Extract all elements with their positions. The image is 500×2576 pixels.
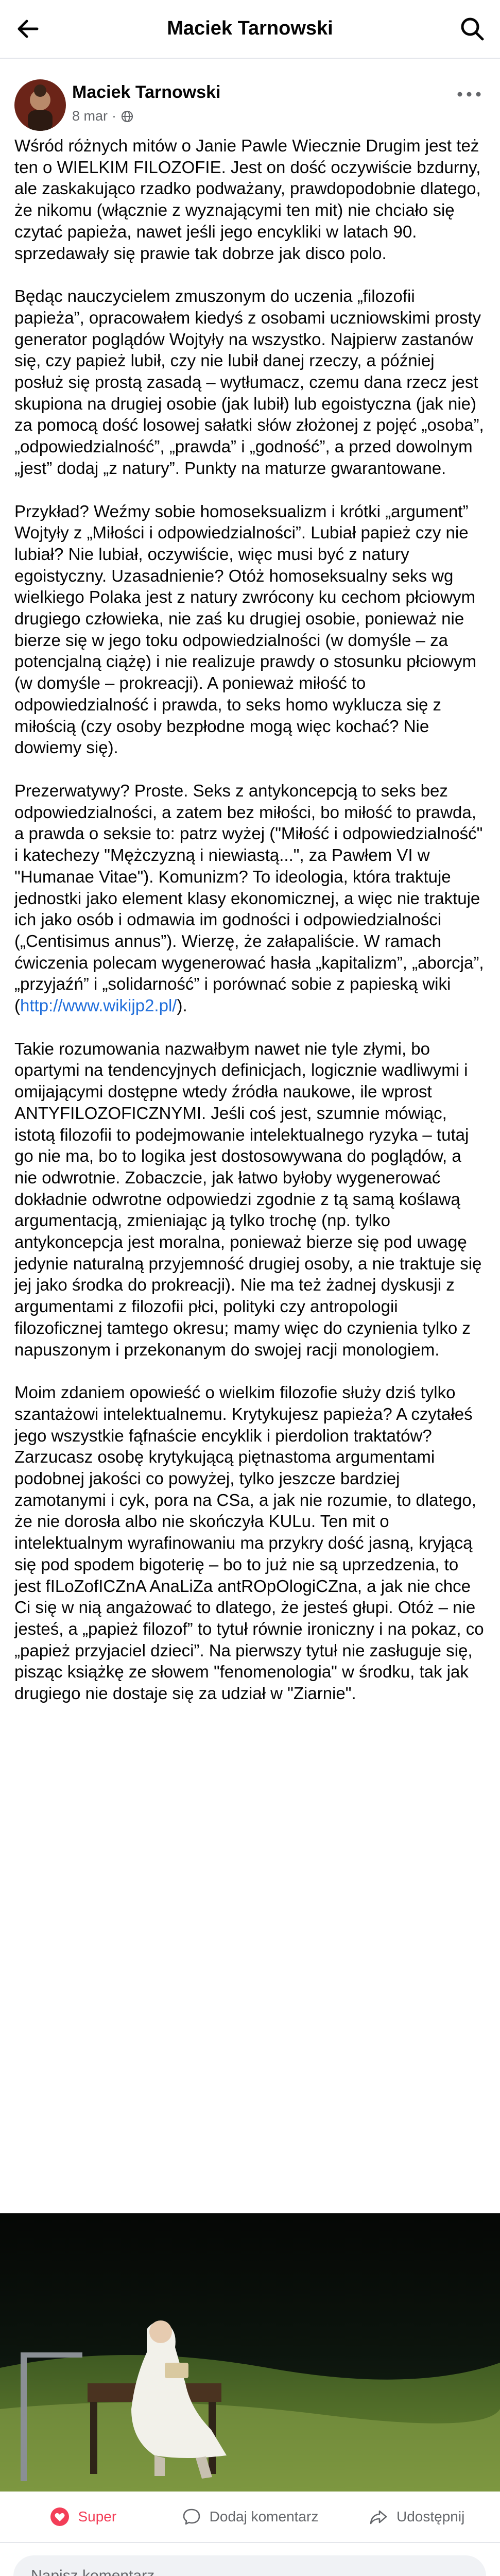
post-header xyxy=(0,72,500,134)
divider xyxy=(0,58,500,59)
avatar[interactable] xyxy=(14,79,66,131)
search-icon[interactable] xyxy=(458,14,487,43)
share-label: Udostępnij xyxy=(396,2509,465,2524)
post-paragraph: Takie rozumowania nazwałbym nawet nie tyle złymi, bo opartymi na tendencyjnych definicjach, logicznie wadliwymi i omijającymi dostępne wtedy źródła naukowe, ile wprost ANTYFILOZOFICZNYMI. Jeśli coś jest, szumnie mówiąc, istotą filozofii to podejmowanie intelektualnego ryzyka – tutaj go nie ma, bo to logika jest dostosowywana do poglądów, a nie odwrotnie. Zobaczcie, jak łatwo byłoby wygenerować dokładnie odwrotne odpowiedzi zgodnie z tą samą koślawą argumentacją, zmieniając ją tylko trochę (np. tylko antykoncepcja jest moralna, ponieważ bierze się pod uwagę jedynie naturalną przyjemność drugiej osoby, a nie traktuje się jej jako środka do prokreacji). Nie ma też żadnej dyskusji z argumentami z filozofii płci, polityki czy antropologii filozoficznej tamtego okresu; mamy więc do czynienia tylko z napuszonym i przekonanym do swojej racji monologiem. xyxy=(14,1039,482,1359)
post-paragraph: Wśród różnych mitów o Janie Pawle Wiecznie Drugim jest też ten o WIELKIM FILOZOFIE. Jest on dość oczywiście bzdurny, ale zaskakująco rzadko podważany, prawdopodobnie dlatego, że nikomu (włącznie z wyznającymi ten mit) nie chciało się czytać papieża, nawet jeśli jego encykliki w latach 90. sprzedawały się prawie tak dobrze jak disco polo. xyxy=(14,136,481,263)
post-actions xyxy=(0,2494,500,2540)
post-meta xyxy=(72,108,134,124)
post-paragraph: Przykład? Weźmy sobie homoseksualizm i krótki „argument” Wojtyły z „Miłości i odpowiedzialności”. Lubiał papież czy nie lubiał? Nie lubiał, oczywiście, więc musi być z natury egoistyczny. Uzasadnienie? Otóż homoseksualny seks wg wielkiego Polaka jest z natury zwrócony ku cechom płciowym drugiego człowieka, nie zaś ku drugiej osobie, ponieważ nie bierze się w jego toku odpowiedzialności (w domyśle – za potencjalną ciążę) i nie realizuje prawdy o stosunku płciowym (w domyśle – prokreacji). A ponieważ miłość to odpowiedzialność i prawda, to seks homo wyklucza się z miłością (czy osoby bezpłodne mogą więc kochać? Nie dowiemy się). xyxy=(14,501,476,757)
wiki-link[interactable]: http://www.wikijp2.pl/ xyxy=(20,996,177,1015)
post-author[interactable]: Maciek Tarnowski xyxy=(72,82,221,102)
comment-label: Dodaj komentarz xyxy=(209,2509,319,2524)
comment-icon xyxy=(182,2507,201,2527)
share-icon xyxy=(369,2507,388,2527)
post-paragraph: Moim zdaniem opowieść o wielkim filozofie służy dziś tylko szantażowi intelektualnemu. Krytykujesz papieża? A czytałeś jego wszystkie fąfnaście encyklik i pierdolion traktatów? Zarzucasz osobę krytykującą piętnastoma argumentami podobnej jakości co powyżej, tylko jeszcze bardziej zamotanymi i cyk, pora na CSa, a jak nie rozumie, to dlatego, że nie dorosła albo nie skończyła KULu. Ten mit o intelektualnym wyrafinowaniu ma przykry dość jasną, kryjącą się pod spodem bigoterię – bo to już nie są uprzedzenia, to jest fILoZofICZnA AnaLiZa antROpOlogiCZna, a jak nie chce Ci się w nią angażować to dlatego, że jesteś głupi. Otóż – nie jesteś, a „papież filozof” to tytuł równie ironiczny i na pokaz, co „papież przyjaciel dzieci”. Na pierwszy tytuł nie zasługuje się, pisząc książkę ze słowem "fenomenologia" w środku, tak jak drugiego nie dostaje się za udział w "Ziarnie". xyxy=(14,1383,484,1703)
divider xyxy=(0,2542,500,2543)
post-paragraph xyxy=(14,780,486,1016)
like-label: Super xyxy=(78,2509,117,2524)
post-body xyxy=(14,135,486,1726)
post-paragraph: Będąc nauczycielem zmuszonym do uczenia „filozofii papieża”, opracowałem kiedyś z osobami uczniowskimi prosty generator poglądów Wojtyły na wszystko. Najpierw zastanów się, czy papież lubił, czy nie lubił danej rzeczy, a później posłuż się prostą zasadą – wytłumacz, czemu dana rzecz jest skupiona na drugiej osobie (jak lubił) lub egoistyczna (jak nie) za pomocą dość losowej sałatki słów złożonej z pojęć „osoba”, „odpowiedzialność”, „prawda” i „godność”, a przed dowolnym „jest” dodaj „z natury”. Punkty na maturze gwarantowane. xyxy=(14,286,484,478)
page-title: Maciek Tarnowski xyxy=(167,18,333,39)
heart-icon xyxy=(50,2507,70,2527)
comment-input[interactable] xyxy=(13,2555,486,2576)
post-paragraph-tail: ). xyxy=(177,996,187,1015)
top-bar xyxy=(0,0,500,58)
globe-icon xyxy=(120,110,134,123)
post-date[interactable]: 8 mar xyxy=(72,108,108,124)
post-paragraph-text: Prezerwatywy? Proste. Seks z antykoncepcją to seks bez odpowiedzialności, a zatem bez miłości, bo miłość to prawda, a prawda o seksie to: patrz wyżej ("Miłość i odpowiedzialność" i katechezy "Mężczyzną i niewiastą...", za Pawłem VI w "Humanae Vitae"). Komunizm? To ideologia, która traktuje jednostki jako element klasy ekonomicznej, a więc nie traktuje ich jako osób i odmawia im godności i odpowiedzialności („Centisimus annus”). Wierzę, że załapaliście. W ramach ćwiczenia polecam wygenerować hasła „kapitalizm”, „aborcja”, „przyjaźń” i „solidarność” i porównać sobie z papieską wiki ( xyxy=(14,781,484,1015)
separator-dot: · xyxy=(112,108,117,124)
comment-box xyxy=(13,2555,486,2576)
like-button[interactable] xyxy=(0,2507,167,2527)
more-options-icon[interactable] xyxy=(454,87,485,102)
post-photo[interactable] xyxy=(0,2213,500,2492)
comment-button[interactable] xyxy=(167,2507,334,2527)
share-button[interactable] xyxy=(333,2507,500,2527)
